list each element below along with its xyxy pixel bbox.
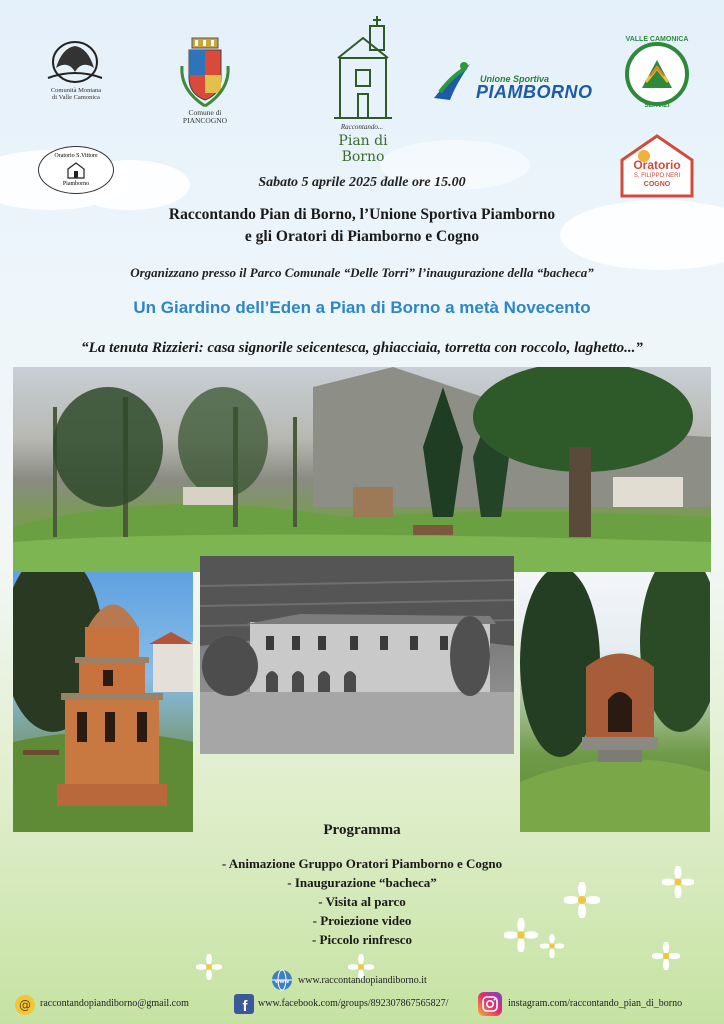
piamborno-label: PIAMBORNO (476, 82, 593, 102)
organize-line: Organizzano presso il Parco Comunale “Delle Torri” l’inaugurazione della “bacheca” (130, 265, 594, 280)
organizers-line-1: Raccontando Pian di Borno, l’Unione Sportiva Piamborno (168, 206, 556, 223)
daisy-flower (662, 866, 694, 898)
globe-icon (270, 968, 294, 992)
email-icon (14, 994, 36, 1016)
program-title: Programma (323, 822, 401, 838)
program-item: - Visita al parco (318, 894, 406, 909)
daisy-flower (652, 942, 680, 970)
oratorio-piamborno-bottom-label: Piamborno (62, 181, 90, 187)
valle-camonica-label: VALLE CAMONICA (625, 36, 689, 43)
program-item: - Proiezione video (312, 913, 412, 928)
program-list (0, 854, 724, 949)
ghiacciaia-photo (520, 572, 710, 832)
unione-sportiva-swoosh-icon (430, 58, 474, 104)
unione-sportiva-label: Unione Sportiva (480, 74, 550, 84)
email-link[interactable]: raccontandopiandiborno@gmail.com (40, 998, 189, 1009)
program-item: - Inaugurazione “bacheca” (287, 875, 437, 890)
comunita-montana-logo (42, 38, 108, 86)
oratorio-cogno-sub1: S. FILIPPO NERI (633, 173, 681, 179)
daisy-flower (504, 918, 538, 952)
event-date: Sabato 5 aprile 2025 dalle ore 15.00 (258, 175, 466, 190)
facebook-icon (234, 994, 254, 1014)
comune-piancogno-crest (178, 36, 232, 108)
svg-text:@: @ (19, 998, 31, 1012)
svg-text:f: f (242, 998, 248, 1014)
organizers-line-2: e gli Oratori di Piamborno e Cogno (244, 228, 480, 245)
facebook-link[interactable]: www.facebook.com/groups/892307867565827/ (258, 998, 449, 1009)
brick-tower-photo (13, 572, 193, 832)
oratorio-cogno-label: Oratorio (633, 158, 681, 172)
church-logo (330, 14, 396, 124)
program-item: - Animazione Gruppo Oratori Piamborno e Cogno (221, 856, 503, 871)
oratorio-cogno-sub2: COGNO (643, 181, 671, 188)
daisy-flower (540, 934, 564, 958)
oratorio-piamborno-top-label: Oratorio S.Vittore (54, 153, 98, 159)
daisy-flower (196, 954, 222, 980)
raccontando-main-label: Pian di Borno (338, 133, 388, 165)
valle-camonica-servizi-logo (622, 38, 692, 114)
event-title: Un Giardino dell’Eden a Pian di Borno a metà Novecento (133, 298, 591, 317)
servizi-label: SERVIZI (644, 102, 670, 109)
historic-villa-photo (200, 556, 514, 754)
park-panorama-photo (13, 367, 711, 572)
instagram-icon (478, 992, 502, 1016)
svg-text:www: www (274, 979, 290, 985)
daisy-flower (564, 882, 600, 918)
comunita-montana-label: Comunità Montana di Valle Camonica (50, 87, 102, 101)
raccontando-small-label: Raccontando... (340, 123, 384, 131)
website-link[interactable]: www.raccontandopiandiborno.it (298, 975, 427, 986)
program-item: - Piccolo rinfresco (311, 932, 413, 947)
event-quote: “La tenuta Rizzieri: casa signorile seicentesca, ghiacciaia, torretta con roccolo, laghetto...” (81, 340, 643, 356)
comune-piancogno-label: Comune di PIANCOGNO (182, 108, 228, 125)
instagram-link[interactable]: instagram.com/raccontando_pian_di_borno (508, 998, 683, 1009)
